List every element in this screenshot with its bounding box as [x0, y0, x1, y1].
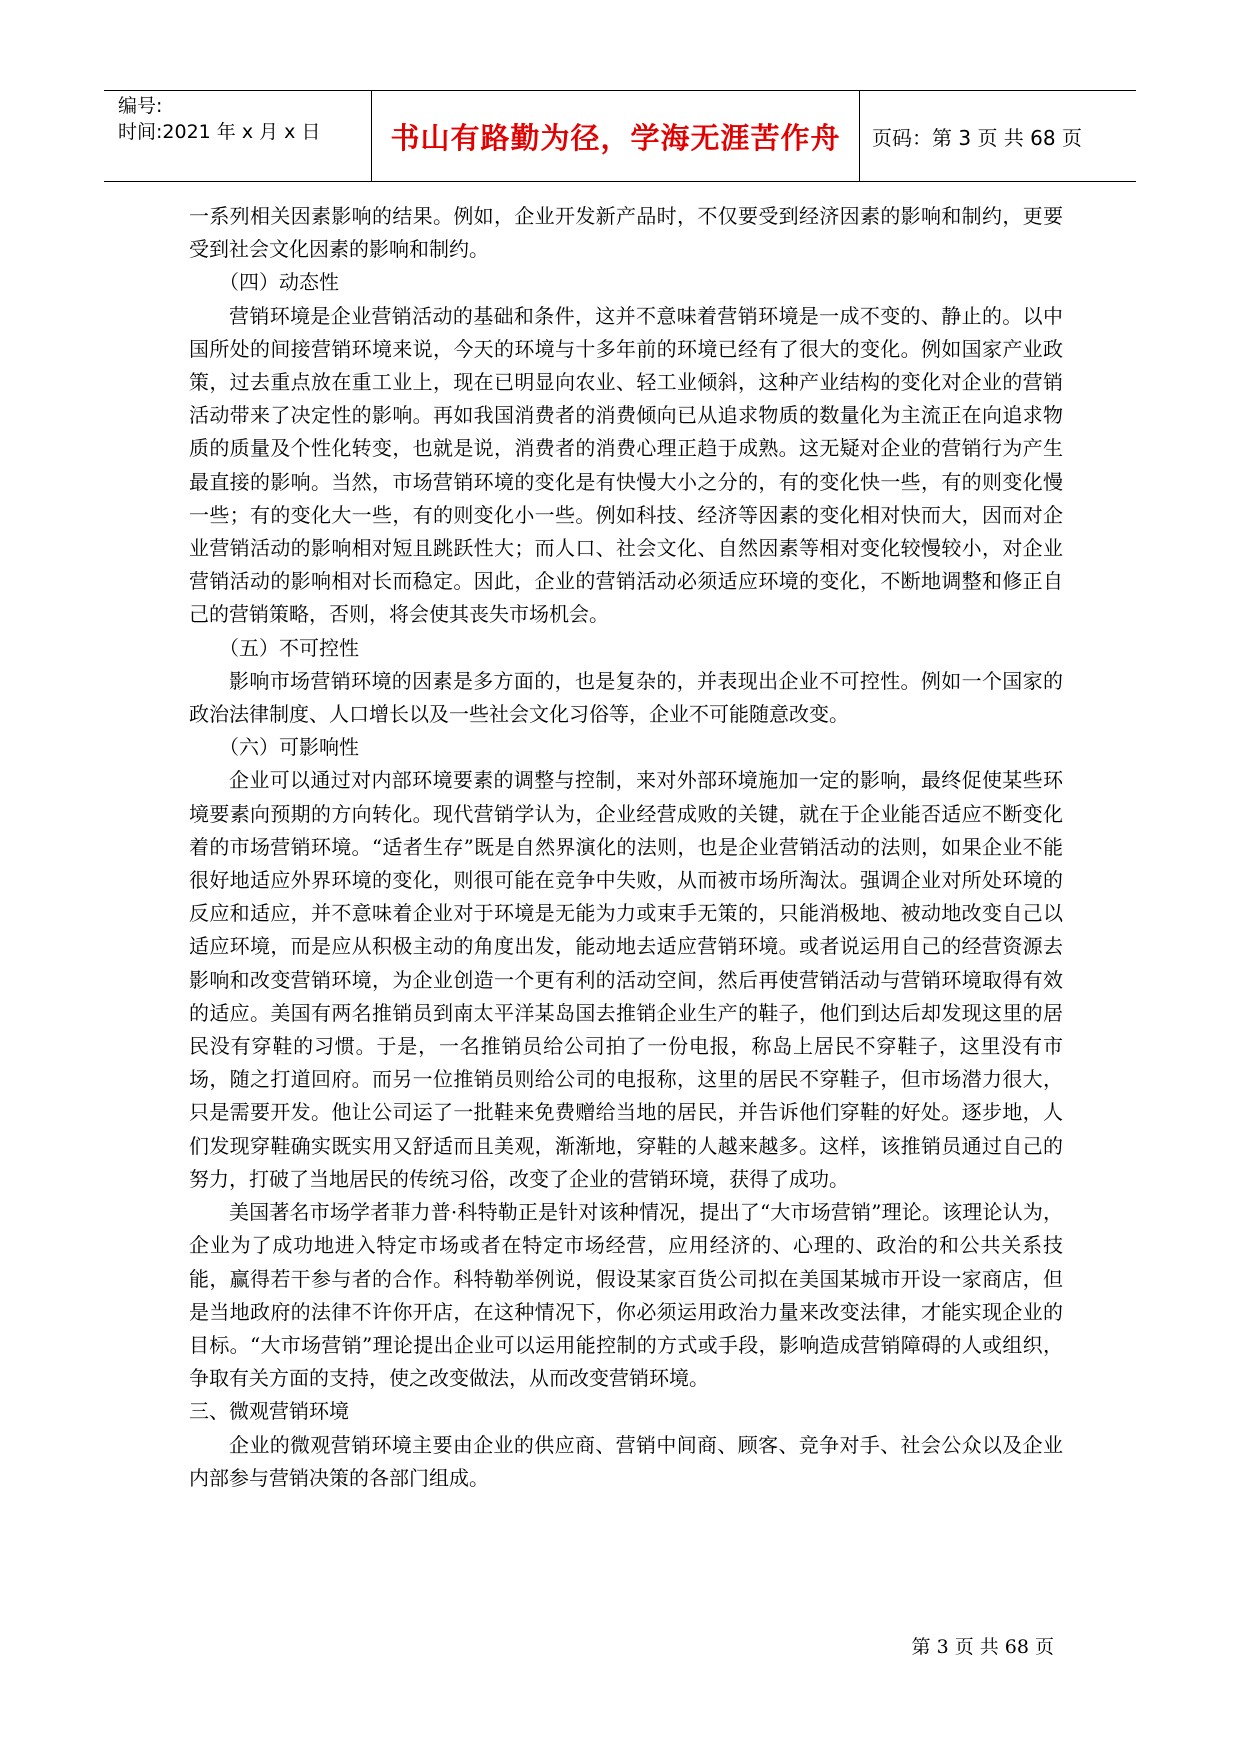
- paragraph: 影响市场营销环境的因素是多方面的，也是复杂的，并表现出企业不可控性。例如一个国家的政治法律制度、人口增长以及一些社会文化习俗等，企业不可能随意改变。: [189, 668, 1063, 727]
- document-body: [189, 200, 1063, 1495]
- header-page-code: 页码：第 3 页 共 68 页: [872, 125, 1082, 150]
- document-time-label: 时间:2021 年 x 月 x 日: [118, 121, 321, 143]
- document-number-label: 编号:: [118, 95, 163, 117]
- section-heading: （四）动态性: [219, 270, 339, 295]
- section-heading: （五）不可控性: [219, 635, 359, 660]
- section-heading: （六）可影响性: [219, 735, 359, 760]
- paragraph: 美国著名市场学者菲力普·科特勒正是针对该种情况，提出了“大市场营销”理论。该理论认为，企业为了成功地进入特定市场或者在特定市场经营，应用经济的、心理的、政治的和公共关系技能，赢得若干参与者的合作。科特勒举例说，假设某家百货公司拟在美国某城市开设一家商店，但是当地政府的法律不许你开店，在这种情况下，你必须运用政治力量来改变法律，才能实现企业的目标。“大市场营销”理论提出企业可以运用能控制的方式或手段，影响造成营销障碍的人或组织，争取有关方面的支持，使之改变做法，从而改变营销环境。: [189, 1200, 1063, 1391]
- paragraph: 企业的微观营销环境主要由企业的供应商、营销中间商、顾客、竞争对手、社会公众以及企业内部参与营销决策的各部门组成。: [189, 1432, 1063, 1490]
- section-heading: 三、微观营销环境: [189, 1399, 349, 1424]
- page-header: [104, 90, 1136, 182]
- paragraph: 一系列相关因素影响的结果。例如，企业开发新产品时，不仅要受到经济因素的影响和制约，更要受到社会文化因素的影响和制约。: [189, 204, 1063, 262]
- header-motto: 书山有路勤为径，学海无涯苦作舟: [372, 91, 860, 181]
- paragraph: 营销环境是企业营销活动的基础和条件，这并不意味着营销环境是一成不变的、静止的。以中国所处的间接营销环境来说，今天的环境与十多年前的环境已经有了很大的变化。例如国家产业政策，过去重点放在重工业上，现在已明显向农业、轻工业倾斜，这种产业结构的变化对企业的营销活动带来了决定性的影响。再如我国消费者的消费倾向已从追求物质的数量化为主流正在向追求物质的质量及个性化转变，也就是说，消费者的消费心理正趋于成熟。这无疑对企业的营销行为产生最直接的影响。当然，市场营销环境的变化是有快慢大小之分的，有的变化快一些，有的则变化慢一些；有的变化大一些，有的则变化小一些。例如科技、经济等因素的变化相对快而大，因而对企业营销活动的影响相对短且跳跃性大；而人口、社会文化、自然因素等相对变化较慢较小，对企业营销活动的影响相对长而稳定。因此，企业的营销活动必须适应环境的变化，不断地调整和修正自己的营销策略，否则，将会使其丧失市场机会。: [189, 303, 1063, 627]
- header-meta: [104, 91, 372, 181]
- paragraph: 企业可以通过对内部环境要素的调整与控制，来对外部环境施加一定的影响，最终促使某些环境要素向预期的方向转化。现代营销学认为，企业经营成败的关键，就在于企业能否适应不断变化着的市场营销环境。“适者生存”既是自然界演化的法则，也是企业营销活动的法则，如果企业不能很好地适应外界环境的变化，则很可能在竞争中失败，从而被市场所淘汰。强调企业对所处环境的反应和适应，并不意味着企业对于环境是无能为力或束手无策的，只能消极地、被动地改变自己以适应环境，而是应从积极主动的角度出发，能动地去适应营销环境。或者说运用自己的经营资源去影响和改变营销环境，为企业创造一个更有利的活动空间，然后再使营销活动与营销环境取得有效的适应。美国有两名推销员到南太平洋某岛国去推销企业生产的鞋子，他们到达后却发现这里的居民没有穿鞋的习惯。于是，一名推销员给公司拍了一份电报，称岛上居民不穿鞋子，这里没有市场，随之打道回府。而另一位推销员则给公司的电报称，这里的居民不穿鞋子，但市场潜力很大，只是需要开发。他让公司运了一批鞋来免费赠给当地的居民，并告诉他们穿鞋的好处。逐步地，人们发现穿鞋确实既实用又舒适而且美观，渐渐地，穿鞋的人越来越多。这样，该推销员通过自己的努力，打破了当地居民的传统习俗，改变了企业的营销环境，获得了成功。: [189, 768, 1063, 1191]
- page-footer: 第 3 页 共 68 页: [911, 1636, 1054, 1658]
